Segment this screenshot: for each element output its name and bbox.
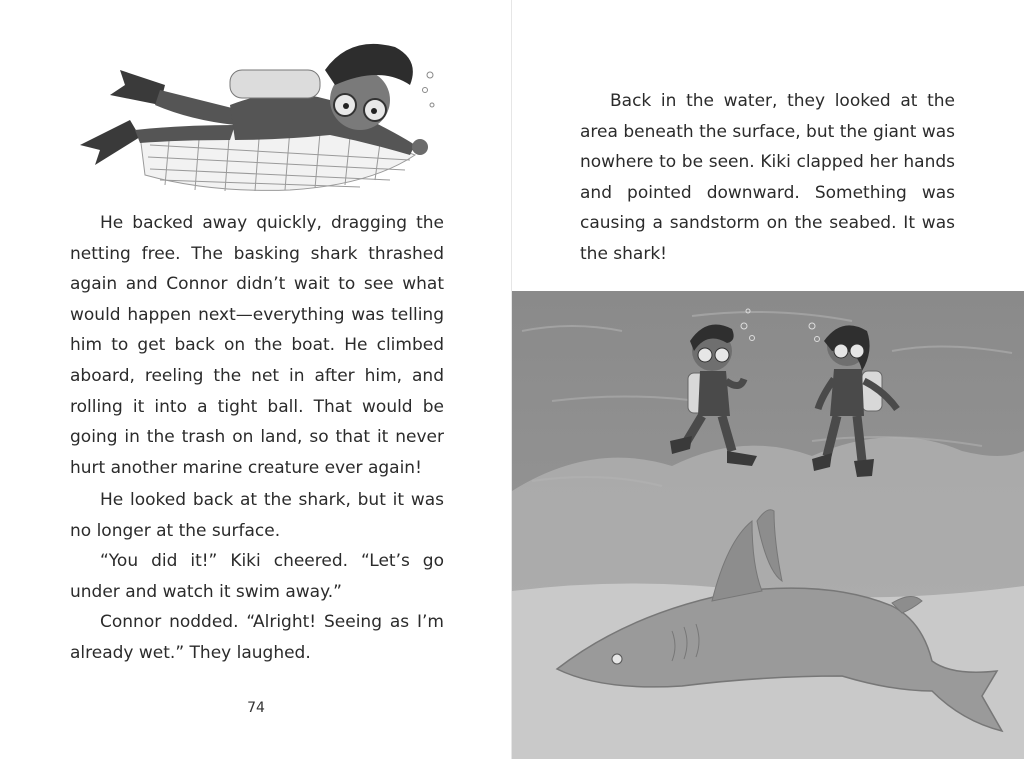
diver-with-net-illustration — [70, 25, 440, 200]
page-number: 74 — [247, 700, 265, 716]
right-page — [512, 0, 1024, 759]
paragraph-4: Connor nodded. “Alright! Seeing as I’m already wet.” They laughed. — [70, 612, 444, 663]
underwater-divers-and-shark-illustration — [512, 291, 1024, 759]
paragraph-right-1: Back in the water, they looked at the area beneath the surface, but the giant was nowhere to be seen. Kiki clapped her hands and pointed downward. Something was causing a sandstorm on the seabed. It was the shark! — [580, 91, 955, 264]
paragraph-2: He looked back at the shark, but it was no longer at the surface. — [70, 490, 444, 541]
paragraph-1: He backed away quickly, dragging the netting free. The basking shark thrashed again and Connor didn’t wait to see what would happen next—everything was telling him to get back on the boat. He climbed aboard, reeling the net in after him, and rolling it into a tight ball. That would be going in the trash on land, so that it never hurt another marine creature ever again! — [70, 213, 444, 478]
paragraph-3: “You did it!” Kiki cheered. “Let’s go under and watch it swim away.” — [70, 551, 444, 602]
